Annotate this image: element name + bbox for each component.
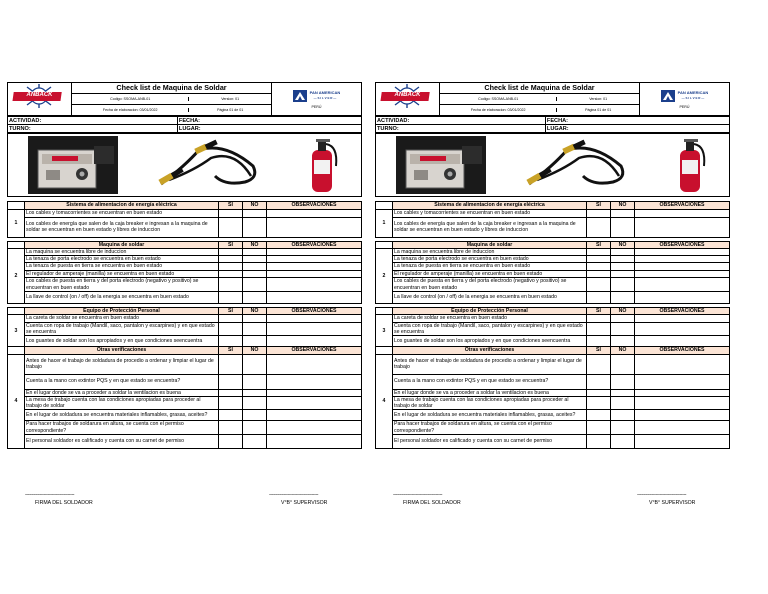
anback-logo-cell: [376, 83, 440, 116]
checklist-item-text: La tenaza de porta electrodo se encuentra en buen estado: [25, 256, 219, 263]
section-title: Equipo de Protección Personal: [25, 308, 219, 315]
checklist-item-text: El personal soldador es calificado y cuenta con su carnet de permiso: [393, 435, 587, 449]
section-title: Maquina de soldar: [25, 241, 219, 248]
no-header: NO: [611, 202, 635, 209]
no-header: NO: [243, 202, 267, 209]
no-checkbox-cell[interactable]: [611, 396, 635, 410]
observations-cell[interactable]: [267, 336, 362, 347]
si-checkbox-cell[interactable]: [587, 421, 611, 435]
no-checkbox-cell[interactable]: [243, 315, 267, 322]
observations-cell[interactable]: [635, 421, 730, 435]
signature-label-supervisor: V°B° SUPERVISOR: [649, 500, 696, 506]
checklist-item-text: La llave de control (on / off) de la energia se encuentra en buen estado: [25, 292, 219, 304]
fire-extinguisher-image: [670, 136, 710, 194]
signature-line: -------------------------------------: [393, 492, 443, 498]
observations-cell[interactable]: [635, 248, 730, 255]
si-header: SI: [219, 202, 243, 209]
checklist-item-text: Antes de hacer el trabajo de soldadura de procedio a ordenar y limpiar el lugar de trabajo: [393, 354, 587, 374]
checklist-row: [376, 278, 730, 292]
checklist-table: [375, 201, 730, 449]
no-checkbox-cell[interactable]: [243, 336, 267, 347]
electrode-clamp-image: [523, 136, 633, 194]
signature-block-soldador: [393, 492, 461, 506]
si-checkbox-cell[interactable]: [219, 374, 243, 389]
checklist-row: [8, 322, 362, 336]
checklist-row: [376, 435, 730, 449]
si-checkbox-cell[interactable]: [219, 435, 243, 449]
checklist-item-text: La llave de control (on / off) de la energia se encuentra en buen estado: [393, 292, 587, 304]
no-checkbox-cell[interactable]: [243, 292, 267, 304]
no-checkbox-cell[interactable]: [243, 256, 267, 263]
si-checkbox-cell[interactable]: [587, 292, 611, 304]
checklist-row: [376, 315, 730, 322]
signature-label-supervisor: V°B° SUPERVISOR: [281, 500, 328, 506]
no-checkbox-cell[interactable]: [243, 270, 267, 277]
pas-silver: — S I L V E R —: [313, 95, 337, 100]
pan-american-silver-logo-cell: [640, 83, 730, 116]
no-checkbox-cell[interactable]: [611, 322, 635, 336]
pas-country: PERÚ: [679, 104, 690, 109]
pan-american-silver-logo-cell: [272, 83, 362, 116]
fecha-field[interactable]: [545, 117, 729, 125]
observations-cell[interactable]: [635, 256, 730, 263]
observations-header: OBSERVACIONES: [635, 202, 730, 209]
observations-cell[interactable]: [635, 322, 730, 336]
section-title: Otras verificaciones: [393, 347, 587, 354]
si-header: SI: [587, 347, 611, 354]
image-strip: [8, 134, 362, 197]
observations-cell[interactable]: [635, 315, 730, 322]
si-header: SI: [587, 241, 611, 248]
si-checkbox-cell[interactable]: [587, 263, 611, 270]
checklist-row: [376, 217, 730, 237]
observations-cell[interactable]: [635, 217, 730, 237]
no-checkbox-cell[interactable]: [243, 278, 267, 292]
checklist-row: [8, 410, 362, 421]
doc-page-info: Página 01 de 01: [585, 108, 612, 113]
observations-cell[interactable]: [635, 410, 730, 421]
section-header-s3: [8, 308, 362, 315]
checklist-row: [376, 292, 730, 304]
observations-cell[interactable]: [267, 217, 362, 237]
checklist-row: [8, 336, 362, 347]
no-checkbox-cell[interactable]: [243, 396, 267, 410]
no-checkbox-cell[interactable]: [611, 336, 635, 347]
checklist-item-text: Para hacer trabajos de soldarura en altura, se cuenta con el permiso correspondiente?: [393, 421, 587, 435]
si-checkbox-cell[interactable]: [587, 248, 611, 255]
si-checkbox-cell[interactable]: [587, 315, 611, 322]
doc-code: Codigo: SSOMA-ANB-01: [72, 97, 189, 101]
observations-cell[interactable]: [267, 278, 362, 292]
section-header-s2: [376, 241, 730, 248]
observations-header: OBSERVACIONES: [267, 202, 362, 209]
observations-cell[interactable]: [635, 270, 730, 277]
no-checkbox-cell[interactable]: [611, 374, 635, 389]
no-header: NO: [243, 347, 267, 354]
checklist-row: [8, 421, 362, 435]
turno-label: TURNO:: [377, 125, 399, 132]
actividad-label: ACTIVIDAD:: [377, 117, 410, 124]
section-header-s4: [376, 347, 730, 354]
no-checkbox-cell[interactable]: [611, 435, 635, 449]
no-checkbox-cell[interactable]: [611, 421, 635, 435]
checklist-row: [376, 421, 730, 435]
si-checkbox-cell[interactable]: [587, 217, 611, 237]
lugar-field[interactable]: [177, 125, 361, 133]
si-header: SI: [219, 308, 243, 315]
signature-line: -------------------------------------: [25, 492, 75, 498]
observations-cell[interactable]: [267, 263, 362, 270]
pan-american-silver-logo: [293, 90, 307, 102]
si-checkbox-cell[interactable]: [219, 292, 243, 304]
checklist-row: [8, 435, 362, 449]
checklist-item-text: Para hacer trabajos de soldarura en altura, se cuenta con el permiso correspondiente?: [25, 421, 219, 435]
doc-date: Fecha de elaboracion: 03/01/2022: [440, 108, 557, 112]
no-checkbox-cell[interactable]: [243, 263, 267, 270]
checklist-row: [8, 248, 362, 255]
checklist-row: [376, 209, 730, 217]
checklist-item-text: Los cables de energía que salen de la caja breaker e ingresan a la maquina de soldar se encuentran en buen estado y libres de induccion: [393, 217, 587, 237]
no-checkbox-cell[interactable]: [243, 389, 267, 396]
no-header: NO: [611, 347, 635, 354]
checklist-row: [8, 263, 362, 270]
checklist-row: [8, 389, 362, 396]
observations-cell[interactable]: [635, 263, 730, 270]
observations-cell[interactable]: [635, 278, 730, 292]
si-checkbox-cell[interactable]: [219, 278, 243, 292]
checklist-row: [376, 322, 730, 336]
si-checkbox-cell[interactable]: [587, 336, 611, 347]
si-checkbox-cell[interactable]: [587, 435, 611, 449]
fecha-label: FECHA:: [178, 117, 201, 124]
checklist-row: [376, 410, 730, 421]
section-number: 2: [8, 248, 25, 303]
pas-silver: — S I L V E R —: [681, 95, 705, 100]
turno-field[interactable]: [8, 125, 178, 133]
si-checkbox-cell[interactable]: [219, 270, 243, 277]
observations-header: OBSERVACIONES: [267, 241, 362, 248]
checklist-item-text: La mesa de trabajo cuenta con las condiciones apropiadas para proceder al trabajo de soldar: [25, 396, 219, 410]
section-title: Otras verificaciones: [25, 347, 219, 354]
checklist-table: [7, 201, 362, 449]
anback-logo-text: ANBACK: [26, 92, 53, 98]
observations-header: OBSERVACIONES: [267, 308, 362, 315]
pan-american-silver-logo: [661, 90, 675, 102]
checklist-item-text: La tenaza de puesta en tierra se encuentra en buen estado: [393, 263, 587, 270]
observations-header: OBSERVACIONES: [635, 347, 730, 354]
doc-code: Codigo: SSOMA-ANB-01: [440, 97, 557, 101]
checklist-row: [376, 336, 730, 347]
observations-cell[interactable]: [635, 435, 730, 449]
si-checkbox-cell[interactable]: [587, 389, 611, 396]
si-checkbox-cell[interactable]: [587, 354, 611, 374]
si-checkbox-cell[interactable]: [219, 248, 243, 255]
si-header: SI: [587, 308, 611, 315]
doc-version: Version: 01: [221, 96, 240, 101]
signature-block-supervisor: [269, 492, 327, 506]
section-header-s1: [8, 202, 362, 209]
si-checkbox-cell[interactable]: [219, 421, 243, 435]
si-checkbox-cell[interactable]: [587, 270, 611, 277]
checklist-item-text: Cuenta con ropa de trabajo (Mandil, saco, pantalon y escarpines) y en que estado se encuentra: [393, 322, 587, 336]
no-header: NO: [611, 241, 635, 248]
checklist-row: [8, 278, 362, 292]
turno-label: TURNO:: [9, 125, 31, 132]
no-checkbox-cell[interactable]: [611, 354, 635, 374]
section-title: Maquina de soldar: [393, 241, 587, 248]
turno-field[interactable]: [376, 125, 546, 133]
signature-line: -------------------------------------: [269, 492, 319, 498]
checklist-row: [8, 270, 362, 277]
observations-cell[interactable]: [267, 389, 362, 396]
section-header-s2: [8, 241, 362, 248]
si-checkbox-cell[interactable]: [587, 256, 611, 263]
anback-logo-text: ANBACK: [394, 92, 421, 98]
section-number: 4: [376, 354, 393, 448]
section-header-s3: [376, 308, 730, 315]
checklist-item-text: Los guantes de soldar son los apropiados y en que condiciones seencuentra: [25, 336, 219, 347]
checklist-row: [376, 389, 730, 396]
si-header: SI: [219, 241, 243, 248]
checklist-row: [8, 396, 362, 410]
no-checkbox-cell[interactable]: [243, 435, 267, 449]
si-checkbox-cell[interactable]: [219, 315, 243, 322]
section-header-s1: [376, 202, 730, 209]
info-table: [7, 116, 362, 133]
observations-cell[interactable]: [635, 374, 730, 389]
si-checkbox-cell[interactable]: [219, 322, 243, 336]
welding-machine-image: [396, 136, 486, 194]
checklist-item-text: En el lugar de soldadura se encuentra materiales inflamables, grasas, aceites?: [25, 410, 219, 421]
checklist-item-text: Cuenta con ropa de trabajo (Mandil, saco, pantalon y escarpines) y en que estado se encuentra: [25, 322, 219, 336]
observations-cell[interactable]: [267, 410, 362, 421]
signature-label-soldador: FIRMA DEL SOLDADOR: [403, 500, 461, 506]
page-title: Check list de Maquina de Soldar: [72, 83, 272, 94]
pas-country: PERÚ: [311, 104, 322, 109]
checklist-page: [7, 82, 362, 506]
observations-cell[interactable]: [635, 292, 730, 304]
observations-cell[interactable]: [267, 374, 362, 389]
lugar-label: LUGAR:: [178, 125, 201, 132]
observations-cell[interactable]: [267, 396, 362, 410]
checklist-row: [376, 263, 730, 270]
section-number: 4: [8, 354, 25, 448]
section-title: Sistema de alimentacion de energía eléctrica: [25, 202, 219, 209]
observations-cell[interactable]: [635, 336, 730, 347]
checklist-item-text: La careta de soldar se encuentra en buen estado: [393, 315, 587, 322]
section-number: 3: [376, 315, 393, 347]
checklist-row: [376, 248, 730, 255]
header-table: [375, 82, 730, 116]
observations-cell[interactable]: [267, 315, 362, 322]
checklist-row: [376, 270, 730, 277]
observations-header: OBSERVACIONES: [267, 347, 362, 354]
no-checkbox-cell[interactable]: [243, 322, 267, 336]
observations-header: OBSERVACIONES: [635, 241, 730, 248]
observations-cell[interactable]: [267, 256, 362, 263]
si-checkbox-cell[interactable]: [219, 410, 243, 421]
si-checkbox-cell[interactable]: [587, 209, 611, 217]
checklist-row: [376, 354, 730, 374]
section-title: Equipo de Protección Personal: [393, 308, 587, 315]
image-table: [7, 133, 362, 197]
checklist-item-text: El personal soldador es calificado y cuenta con su carnet de permiso: [25, 435, 219, 449]
observations-cell[interactable]: [267, 248, 362, 255]
checklist-item-text: El regulador de amperaje (manilla) se encuentra en buen estado: [25, 270, 219, 277]
si-header: SI: [219, 347, 243, 354]
observations-cell[interactable]: [267, 354, 362, 374]
page-title: Check list de Maquina de Soldar: [440, 83, 640, 94]
section-number: 1: [376, 209, 393, 237]
si-checkbox-cell[interactable]: [219, 217, 243, 237]
checklist-row: [8, 354, 362, 374]
observations-cell[interactable]: [267, 421, 362, 435]
no-header: NO: [243, 308, 267, 315]
no-checkbox-cell[interactable]: [611, 209, 635, 217]
si-checkbox-cell[interactable]: [219, 396, 243, 410]
signature-block-supervisor: [637, 492, 695, 506]
observations-cell[interactable]: [267, 270, 362, 277]
info-table: [375, 116, 730, 133]
checklist-page: [375, 82, 730, 506]
checklist-item-text: La careta de soldar se encuentra en buen estado: [25, 315, 219, 322]
checklist-item-text: Cuenta a la mano con extintor PQS y en que estado se encuentra?: [393, 374, 587, 389]
doc-page-info: Página 01 de 01: [217, 108, 244, 113]
si-checkbox-cell[interactable]: [587, 410, 611, 421]
doc-date: Fecha de elaboracion: 03/01/2022: [72, 108, 189, 112]
section-number: 2: [376, 248, 393, 303]
checklist-item-text: Los cables de puesta en tierra y del porta electrodo (negativo y positivo) se encuentran en buen estado: [25, 278, 219, 292]
electrode-clamp-image: [155, 136, 265, 194]
lugar-label: LUGAR:: [546, 125, 569, 132]
si-checkbox-cell[interactable]: [587, 278, 611, 292]
signature-label-soldador: FIRMA DEL SOLDADOR: [35, 500, 93, 506]
checklist-item-text: Cuenta a la mano con extintor PQS y en que estado se encuentra?: [25, 374, 219, 389]
checklist-item-text: En el lugar donde se va a proceder a soldar la ventilacion es buena: [393, 389, 587, 396]
header-table: [7, 82, 362, 116]
checklist-row: [376, 396, 730, 410]
checklist-item-text: La maquina se encuentra libre de induccion: [25, 248, 219, 255]
actividad-label: ACTIVIDAD:: [9, 117, 42, 124]
checklist-item-text: Los cables de puesta en tierra y del porta electrodo (negativo y positivo) se encuentran en buen estado: [393, 278, 587, 292]
checklist-item-text: Los cables de energía que salen de la caja breaker e ingresan a la maquina de soldar se encuentran en buen estado y libres de induccion: [25, 217, 219, 237]
no-checkbox-cell[interactable]: [243, 209, 267, 217]
checklist-item-text: En el lugar donde se va a proceder a soldar la ventilacion es buena: [25, 389, 219, 396]
checklist-item-text: La mesa de trabajo cuenta con las condiciones apropiadas para proceder al trabajo de soldar: [393, 396, 587, 410]
checklist-row: [8, 256, 362, 263]
no-checkbox-cell[interactable]: [611, 217, 635, 237]
checklist-item-text: Los guantes de soldar son los apropiados y en que condiciones seencuentra: [393, 336, 587, 347]
si-checkbox-cell[interactable]: [587, 322, 611, 336]
no-checkbox-cell[interactable]: [611, 256, 635, 263]
no-checkbox-cell[interactable]: [611, 270, 635, 277]
no-checkbox-cell[interactable]: [611, 315, 635, 322]
checklist-row: [8, 374, 362, 389]
checklist-item-text: Los cables y tomacorrientes se encuentran en buen estado: [25, 209, 219, 217]
no-checkbox-cell[interactable]: [611, 410, 635, 421]
si-checkbox-cell[interactable]: [219, 209, 243, 217]
no-checkbox-cell[interactable]: [611, 278, 635, 292]
checklist-row: [8, 209, 362, 217]
observations-cell[interactable]: [267, 292, 362, 304]
observations-cell[interactable]: [635, 389, 730, 396]
lugar-field[interactable]: [545, 125, 729, 133]
checklist-item-text: En el lugar de soldadura se encuentra materiales inflamables, grasas, aceites?: [393, 410, 587, 421]
anback-logo-cell: [8, 83, 72, 116]
observations-header: OBSERVACIONES: [635, 308, 730, 315]
checklist-row: [376, 374, 730, 389]
no-checkbox-cell[interactable]: [243, 421, 267, 435]
pas-name: PAN AMERICAN: [677, 90, 709, 96]
checklist-item-text: Antes de hacer el trabajo de soldadura de procedio a ordenar y limpiar el lugar de trabajo: [25, 354, 219, 374]
checklist-row: [376, 256, 730, 263]
no-checkbox-cell[interactable]: [243, 217, 267, 237]
section-number: 3: [8, 315, 25, 347]
fecha-field[interactable]: [177, 117, 361, 125]
no-checkbox-cell[interactable]: [611, 292, 635, 304]
observations-cell[interactable]: [635, 209, 730, 217]
no-checkbox-cell[interactable]: [611, 389, 635, 396]
observations-cell[interactable]: [635, 354, 730, 374]
no-checkbox-cell[interactable]: [611, 248, 635, 255]
checklist-item-text: El regulador de amperaje (manilla) se encuentra en buen estado: [393, 270, 587, 277]
no-header: NO: [611, 308, 635, 315]
si-checkbox-cell[interactable]: [219, 336, 243, 347]
observations-cell[interactable]: [267, 322, 362, 336]
section-number: 1: [8, 209, 25, 237]
no-checkbox-cell[interactable]: [243, 374, 267, 389]
doc-version: Version: 01: [589, 96, 608, 101]
no-checkbox-cell[interactable]: [243, 354, 267, 374]
checklist-row: [8, 217, 362, 237]
pas-name: PAN AMERICAN: [309, 90, 341, 96]
actividad-field[interactable]: [8, 117, 178, 125]
checklist-item-text: La maquina se encuentra libre de induccion: [393, 248, 587, 255]
section-header-s4: [8, 347, 362, 354]
fecha-label: FECHA:: [546, 117, 569, 124]
checklist-row: [8, 315, 362, 322]
section-title: Sistema de alimentacion de energía eléctrica: [393, 202, 587, 209]
no-checkbox-cell[interactable]: [243, 248, 267, 255]
observations-cell[interactable]: [267, 435, 362, 449]
checklist-row: [8, 292, 362, 304]
no-checkbox-cell[interactable]: [243, 410, 267, 421]
checklist-item-text: La tenaza de puesta en tierra se encuentra en buen estado: [25, 263, 219, 270]
si-checkbox-cell[interactable]: [219, 389, 243, 396]
si-checkbox-cell[interactable]: [587, 396, 611, 410]
welding-machine-image: [28, 136, 118, 194]
signature-line: -------------------------------------: [637, 492, 687, 498]
observations-cell[interactable]: [267, 209, 362, 217]
actividad-field[interactable]: [376, 117, 546, 125]
observations-cell[interactable]: [635, 396, 730, 410]
checklist-item-text: Los cables y tomacorrientes se encuentran en buen estado: [393, 209, 587, 217]
signature-block-soldador: [25, 492, 93, 506]
si-header: SI: [587, 202, 611, 209]
si-checkbox-cell[interactable]: [587, 374, 611, 389]
si-checkbox-cell[interactable]: [219, 256, 243, 263]
image-table: [375, 133, 730, 197]
no-header: NO: [243, 241, 267, 248]
si-checkbox-cell[interactable]: [219, 263, 243, 270]
fire-extinguisher-image: [302, 136, 342, 194]
checklist-item-text: La tenaza de porta electrodo se encuentra en buen estado: [393, 256, 587, 263]
si-checkbox-cell[interactable]: [219, 354, 243, 374]
no-checkbox-cell[interactable]: [611, 263, 635, 270]
image-strip: [376, 134, 730, 197]
